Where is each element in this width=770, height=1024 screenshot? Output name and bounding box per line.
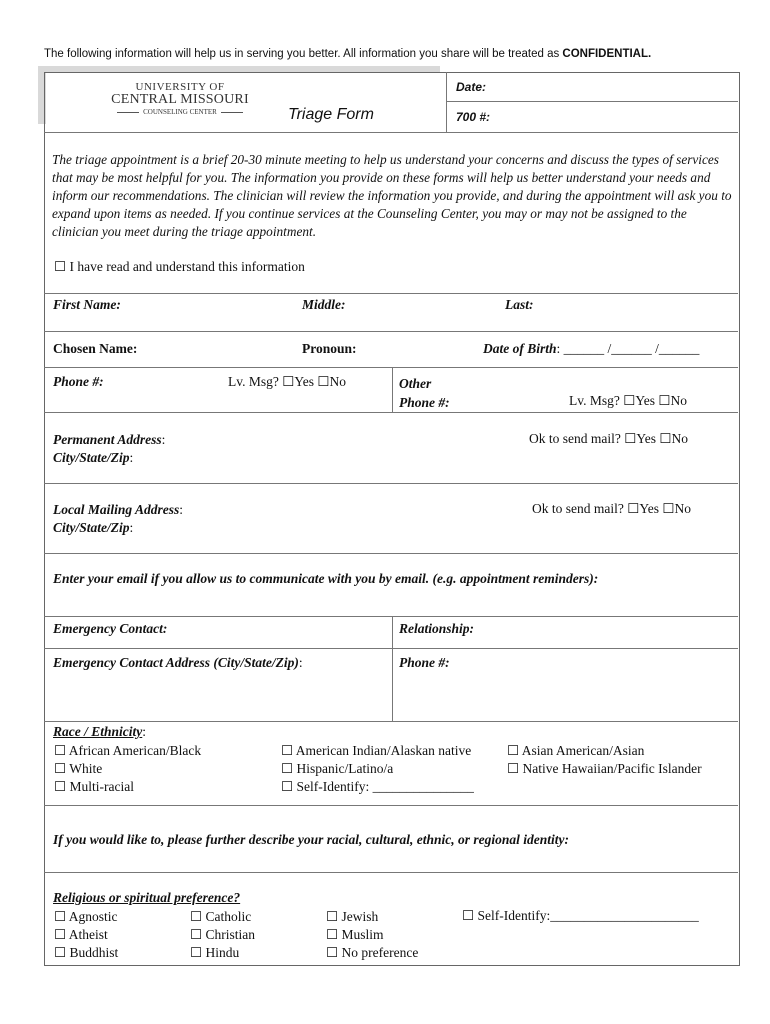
race-checkbox[interactable]: ☐ xyxy=(54,761,67,776)
race-option[interactable] xyxy=(281,778,474,796)
race-option[interactable] xyxy=(281,760,474,778)
permanent-mail-question: Ok to send mail? xyxy=(529,431,621,446)
religion-option-label: Christian xyxy=(205,927,255,942)
race-option-label: Hispanic/Latino/a xyxy=(296,761,394,776)
intro-paragraph: The triage appointment is a brief 20-30 minute meeting to help us understand your concerns and discuss the types of services that may be most helpful for you. The information you provide on these forms will help us better understand your needs and inform our recommendations. The clinician will review the information you provide, and during the appointment will ask you to expand upon items as needed. If you continue services at the Counseling Center, you may or may not be assigned to the clinician you meet during the triage appointment. xyxy=(52,152,732,239)
row-divider xyxy=(44,553,738,554)
race-option[interactable] xyxy=(54,742,201,760)
local-city-label: City/State/Zip xyxy=(53,520,130,535)
emergency-divider xyxy=(392,616,393,721)
local-mail-yes-checkbox[interactable]: ☐ xyxy=(627,501,640,516)
race-option-label: Multi-racial xyxy=(69,779,134,794)
local-mail-question: Ok to send mail? xyxy=(532,501,624,516)
religion-option-label: No preference xyxy=(341,945,419,960)
other-phone-leave-msg xyxy=(569,393,687,409)
race-option[interactable] xyxy=(54,778,201,796)
religion-checkbox[interactable]: ☐ xyxy=(326,909,339,924)
other-lv-msg-label: Lv. Msg? xyxy=(569,393,620,408)
religion-self-checkbox[interactable]: ☐ xyxy=(462,908,475,923)
row-divider xyxy=(44,331,738,332)
race-option[interactable] xyxy=(507,760,702,778)
emergency-phone-field[interactable]: Phone #: xyxy=(399,655,450,670)
acknowledge-checkbox[interactable]: ☐ xyxy=(54,259,67,274)
confidential-notice xyxy=(44,48,651,60)
identity-field[interactable]: If you would like to, please further describe your racial, cultural, ethnic, or regional identity: xyxy=(53,832,570,847)
local-city-colon: : xyxy=(129,520,134,535)
lv-msg-yes-checkbox[interactable]: ☐ xyxy=(282,374,295,389)
religion-checkbox[interactable]: ☐ xyxy=(54,945,67,960)
permanent-mail-no-checkbox[interactable]: ☐ xyxy=(659,431,672,446)
lv-msg-yes: Yes xyxy=(294,374,315,389)
local-address-field[interactable] xyxy=(53,501,183,537)
acknowledge-label: I have read and understand this information xyxy=(69,259,305,274)
race-option[interactable] xyxy=(281,742,474,760)
emergency-address-field[interactable] xyxy=(53,655,303,671)
religion-column-1 xyxy=(54,908,118,962)
pronoun-field[interactable]: Pronoun: xyxy=(302,341,357,356)
religion-option-label: Catholic xyxy=(205,909,252,924)
race-option-label: African American/Black xyxy=(68,743,202,758)
permanent-mail-yes: Yes xyxy=(636,431,656,446)
religion-option[interactable] xyxy=(190,926,255,944)
row-divider xyxy=(44,616,738,617)
local-mail-yes: Yes xyxy=(639,501,659,516)
race-heading xyxy=(53,724,146,740)
lv-msg-no: No xyxy=(329,374,346,389)
logo-line2: CENTRAL MISSOURI xyxy=(111,92,249,107)
lv-msg-label: Lv. Msg? xyxy=(228,374,279,389)
religion-option-label: Atheist xyxy=(68,927,108,942)
religion-checkbox[interactable]: ☐ xyxy=(326,945,339,960)
row-divider xyxy=(44,721,738,722)
emergency-address-colon: : xyxy=(298,655,303,670)
other-lv-msg-yes: Yes xyxy=(635,393,656,408)
religion-heading-text: Religious or spiritual preference? xyxy=(53,890,241,905)
religion-checkbox[interactable]: ☐ xyxy=(190,945,203,960)
religion-option[interactable] xyxy=(190,908,255,926)
row-divider xyxy=(44,293,738,294)
race-column-2 xyxy=(281,742,474,796)
race-column-1 xyxy=(54,742,201,796)
race-checkbox[interactable]: ☐ xyxy=(54,743,67,758)
religion-option[interactable] xyxy=(326,944,418,962)
row-divider xyxy=(44,367,738,368)
row-divider xyxy=(44,648,738,649)
race-option-label: Self-Identify: _______________ xyxy=(296,779,474,794)
header-row-divider xyxy=(446,101,738,102)
form-title: Triage Form xyxy=(288,106,374,123)
religion-column-3 xyxy=(326,908,418,962)
local-address-colon: : xyxy=(179,502,184,517)
chosen-name-field[interactable]: Chosen Name: xyxy=(53,341,138,356)
permanent-mail-no: No xyxy=(671,431,688,446)
emergency-contact-field[interactable]: Emergency Contact: xyxy=(53,621,168,636)
permanent-city-label: City/State/Zip xyxy=(53,450,130,465)
religion-checkbox[interactable]: ☐ xyxy=(190,927,203,942)
other-lv-msg-no-checkbox[interactable]: ☐ xyxy=(658,393,671,408)
religion-option[interactable] xyxy=(54,944,118,962)
phone-field[interactable]: Phone #: xyxy=(53,374,104,389)
row-divider xyxy=(44,483,738,484)
race-option-label: White xyxy=(69,761,103,776)
religion-option-label: Jewish xyxy=(341,909,379,924)
lv-msg-no-checkbox[interactable]: ☐ xyxy=(317,374,330,389)
logo-line3: COUNSELING CENTER xyxy=(143,108,217,116)
religion-heading xyxy=(53,890,240,906)
permanent-city-colon: : xyxy=(129,450,134,465)
permanent-mail-ok xyxy=(529,431,688,447)
religion-checkbox[interactable]: ☐ xyxy=(54,927,67,942)
logo-line1: UNIVERSITY OF xyxy=(135,81,225,93)
race-option-label: Asian American/Asian xyxy=(521,743,645,758)
race-checkbox[interactable]: ☐ xyxy=(281,779,294,794)
religion-self-label: Self-Identify:______________________ xyxy=(477,908,699,923)
section-divider xyxy=(44,132,738,133)
race-checkbox[interactable]: ☐ xyxy=(281,743,294,758)
local-address-label: Local Mailing Address xyxy=(53,502,180,517)
religion-option-label: Agnostic xyxy=(68,909,118,924)
other-phone-field[interactable] xyxy=(399,374,450,412)
religion-option-label: Buddhist xyxy=(69,945,119,960)
race-checkbox[interactable]: ☐ xyxy=(507,743,520,758)
dob-label: Date of Birth xyxy=(483,341,557,356)
local-mail-no-checkbox[interactable]: ☐ xyxy=(662,501,675,516)
race-checkbox[interactable]: ☐ xyxy=(507,761,520,776)
row-divider xyxy=(44,412,738,413)
row-divider xyxy=(44,872,738,873)
race-heading-text: Race / Ethnicity xyxy=(53,724,143,739)
religion-self-identify[interactable] xyxy=(462,908,699,924)
header-divider xyxy=(446,72,447,132)
local-mail-no: No xyxy=(674,501,691,516)
permanent-address-label: Permanent Address xyxy=(53,432,162,447)
emergency-address-label: Emergency Contact Address (City/State/Zip) xyxy=(53,655,299,670)
religion-option[interactable] xyxy=(326,908,418,926)
permanent-address-field[interactable] xyxy=(53,431,165,467)
religion-option-label: Hindu xyxy=(205,945,240,960)
dob-blanks: : ______ /______ /______ xyxy=(556,341,700,356)
other-lv-msg-yes-checkbox[interactable]: ☐ xyxy=(623,393,636,408)
relationship-field[interactable]: Relationship: xyxy=(399,621,475,636)
religion-option[interactable] xyxy=(190,944,255,962)
acknowledge-row[interactable] xyxy=(54,259,305,275)
religion-column-2 xyxy=(190,908,255,962)
dob-field[interactable] xyxy=(483,341,699,357)
phone-leave-msg xyxy=(228,374,346,390)
notice-emphasis: CONFIDENTIAL. xyxy=(562,48,652,60)
religion-option[interactable] xyxy=(326,926,418,944)
last-name-field[interactable]: Last: xyxy=(505,297,534,312)
race-option[interactable] xyxy=(54,760,201,778)
first-name-field[interactable]: First Name: xyxy=(53,297,121,312)
religion-option[interactable] xyxy=(54,908,118,926)
religion-checkbox[interactable]: ☐ xyxy=(190,909,203,924)
row-divider xyxy=(44,805,738,806)
other-phone-line1: Other xyxy=(399,376,432,391)
race-heading-colon: : xyxy=(142,724,147,739)
race-checkbox[interactable]: ☐ xyxy=(54,779,67,794)
permanent-address-colon: : xyxy=(161,432,166,447)
religion-option[interactable] xyxy=(54,926,118,944)
race-option-label: Native Hawaiian/Pacific Islander xyxy=(522,761,702,776)
other-phone-line2: Phone #: xyxy=(399,395,450,410)
local-mail-ok xyxy=(532,501,691,517)
phone-divider xyxy=(392,367,393,412)
middle-name-field[interactable]: Middle: xyxy=(302,297,346,312)
race-column-3 xyxy=(507,742,702,778)
id-field[interactable]: 700 #: xyxy=(456,110,491,124)
religion-checkbox[interactable]: ☐ xyxy=(54,909,67,924)
university-logo xyxy=(110,82,250,117)
race-option-label: American Indian/Alaskan native xyxy=(295,743,472,758)
date-field[interactable]: Date: xyxy=(456,80,487,94)
email-field[interactable]: Enter your email if you allow us to communicate with you by email. (e.g. appointment reminders): xyxy=(53,571,599,586)
notice-text: The following information will help us in serving you better. All information you share will be treated as xyxy=(44,48,563,60)
race-checkbox[interactable]: ☐ xyxy=(281,761,294,776)
race-option[interactable] xyxy=(507,742,702,760)
religion-checkbox[interactable]: ☐ xyxy=(326,927,339,942)
religion-option-label: Muslim xyxy=(341,927,384,942)
other-lv-msg-no: No xyxy=(670,393,687,408)
permanent-mail-yes-checkbox[interactable]: ☐ xyxy=(624,431,637,446)
logo-line3-wrap xyxy=(110,107,250,117)
